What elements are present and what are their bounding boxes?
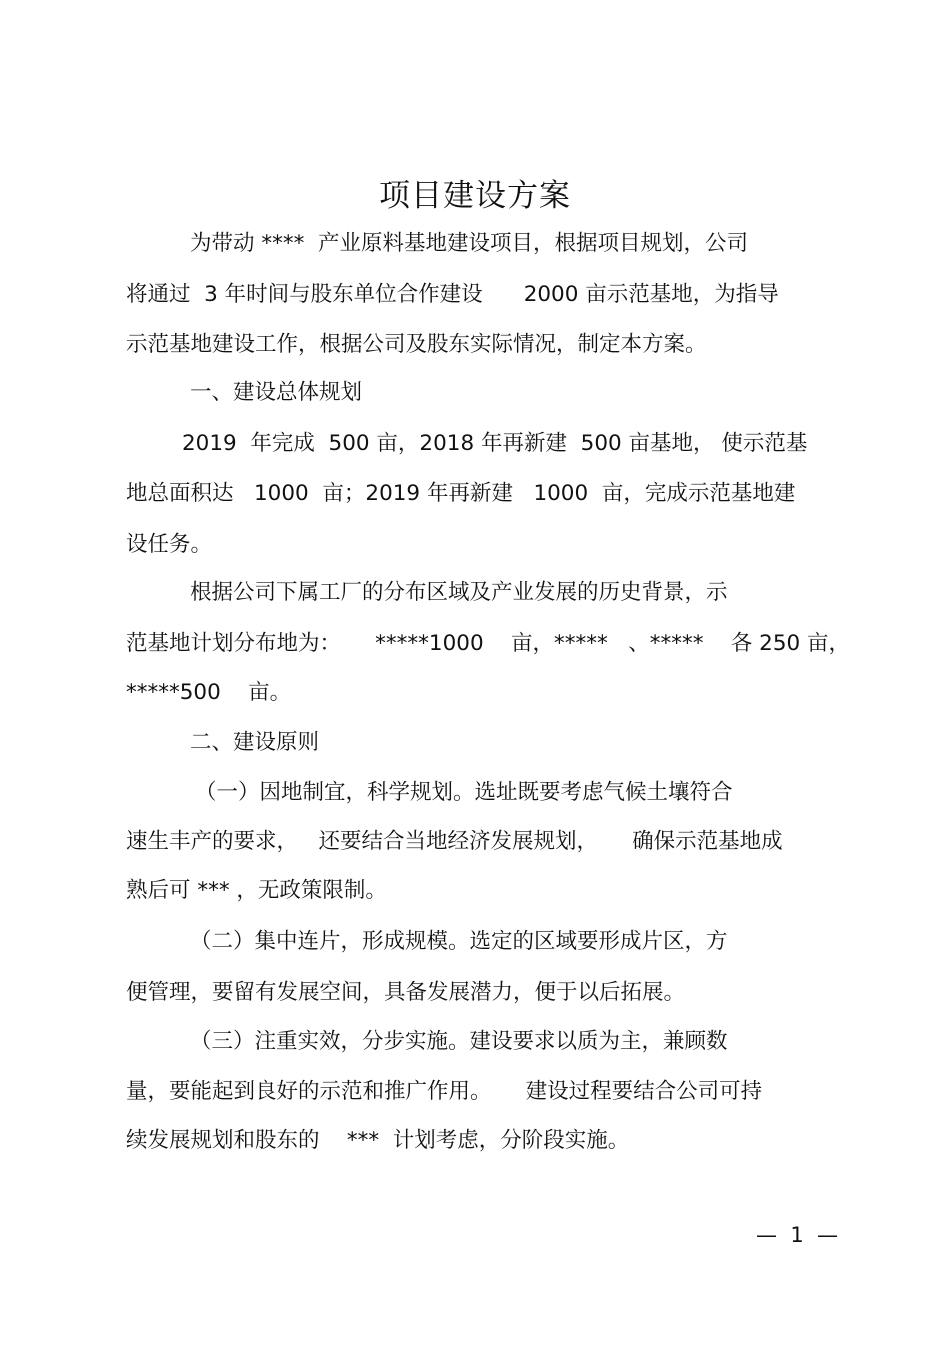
- paragraph-1-line-2: 将通过 3 年时间与股东单位合作建设 2000 亩示范基地，为指导: [126, 282, 779, 307]
- document-title: 项目建设方案: [379, 178, 571, 214]
- principle-1-line-3: 熟后可 *** ，无政策限制。: [126, 878, 387, 903]
- section-heading-1: 一、建设总体规划: [190, 380, 363, 405]
- paragraph-1-line-3: 示范基地建设工作，根据公司及股东实际情况，制定本方案。: [126, 332, 707, 357]
- section-heading-2: 二、建设原则: [190, 730, 320, 755]
- principle-3-line-1: （三）注重实效，分步实施。建设要求以质为主，兼顾数: [190, 1029, 728, 1054]
- paragraph-2-line-1: 2019 年完成 500 亩，2018 年再新建 500 亩基地， 使示范基: [182, 431, 808, 456]
- paragraph-3-line-1: 根据公司下属工厂的分布区域及产业发展的历史背景，示: [190, 580, 728, 605]
- principle-1-line-2: 速生丰产的要求， 还要结合当地经济发展规划， 确保示范基地成: [126, 829, 783, 854]
- principle-2-line-2: 便管理，要留有发展空间，具备发展潜力，便于以后拓展。: [126, 980, 686, 1005]
- paragraph-3-line-2: 范基地计划分布地为： *****1000 亩，***** 、***** 各 250 亩，: [126, 631, 851, 656]
- paragraph-3-line-3: *****500 亩。: [126, 680, 292, 705]
- principle-2-line-1: （二）集中连片，形成规模。选定的区域要形成片区，方: [190, 929, 728, 954]
- principle-3-line-3: 续发展规划和股东的 *** 计划考虑，分阶段实施。: [126, 1128, 630, 1153]
- paragraph-2-line-3: 设任务。: [126, 532, 213, 557]
- principle-3-line-2: 量，要能起到良好的示范和推广作用。 建设过程要结合公司可持: [126, 1079, 763, 1104]
- paragraph-2-line-2: 地总面积达 1000 亩；2019 年再新建 1000 亩，完成示范基地建: [126, 481, 796, 506]
- principle-1-line-1: （一）因地制宜，科学规划。选址既要考虑气候土壤符合: [195, 780, 733, 805]
- page-number: — 1 —: [756, 1223, 839, 1247]
- paragraph-1-line-1: 为带动 **** 产业原料基地建设项目，根据项目规划，公司: [190, 231, 749, 256]
